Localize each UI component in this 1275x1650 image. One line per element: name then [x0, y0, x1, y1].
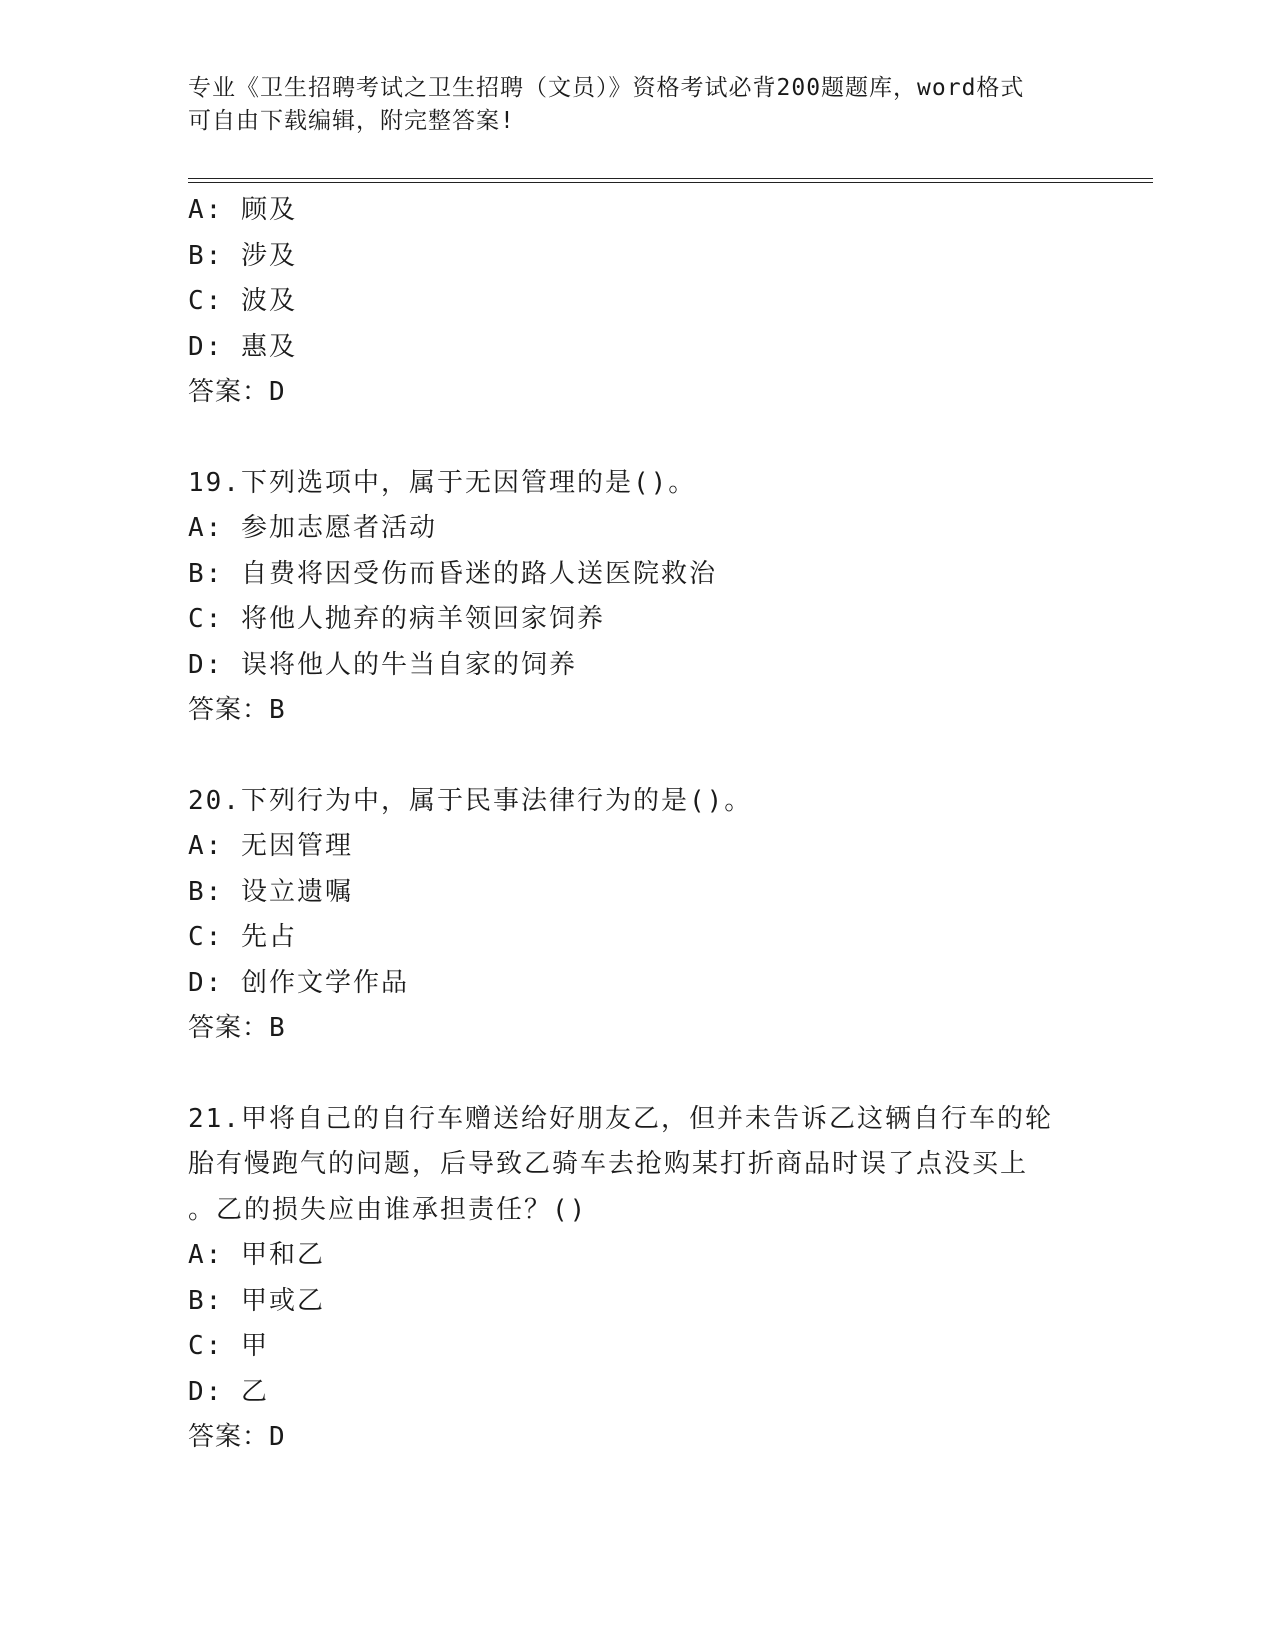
option-c: C: 将他人抛弃的病羊领回家饲养 [188, 604, 605, 634]
answer: 答案：B [188, 1013, 286, 1043]
question-text-line-1: 21.甲将自己的自行车赠送给好朋友乙，但并未告诉乙这辆自行车的轮 [188, 1103, 1053, 1134]
option-a: A: 顾及 [188, 195, 297, 225]
question-text: 19.下列选项中，属于无因管理的是()。 [188, 467, 697, 498]
header-divider-top [188, 178, 1153, 179]
question-block [188, 188, 1153, 416]
option-d: D: 乙 [188, 1376, 269, 1407]
answer: 答案：B [188, 695, 286, 725]
answer: 答案：D [188, 1422, 286, 1452]
question-list [188, 188, 1153, 1461]
answer: 答案：D [188, 377, 286, 407]
option-d: D: 误将他人的牛当自家的饲养 [188, 649, 577, 680]
option-b: B: 自费将因受伤而昏迷的路人送医院救治 [188, 558, 717, 589]
option-c: C: 甲 [188, 1331, 269, 1361]
option-a: A: 甲和乙 [188, 1240, 325, 1270]
spacer [188, 416, 1153, 461]
option-c: C: 先占 [188, 922, 297, 952]
option-c: C: 波及 [188, 286, 297, 316]
header-divider-bottom [188, 182, 1153, 183]
question-block [188, 1097, 1153, 1461]
document-header [188, 72, 1088, 138]
header-line-1: 专业《卫生招聘考试之卫生招聘（文员）》资格考试必背200题题库，word格式 [188, 75, 1025, 101]
question-block [188, 779, 1153, 1052]
spacer [188, 1052, 1153, 1097]
option-d: D: 创作文学作品 [188, 967, 409, 998]
question-text-line-2: 胎有慢跑气的问题，后导致乙骑车去抢购某打折商品时误了点没买上 [188, 1149, 1029, 1179]
option-b: B: 甲或乙 [188, 1285, 325, 1316]
option-d: D: 惠及 [188, 331, 297, 362]
option-b: B: 涉及 [188, 240, 297, 271]
header-line-2: 可自由下载编辑，附完整答案! [188, 108, 515, 134]
option-a: A: 无因管理 [188, 831, 353, 861]
question-text: 20.下列行为中，属于民事法律行为的是()。 [188, 785, 753, 816]
spacer [188, 734, 1153, 779]
option-a: A: 参加志愿者活动 [188, 513, 437, 543]
question-block [188, 461, 1153, 734]
option-b: B: 设立遗嘱 [188, 876, 353, 907]
question-text-line-3: 。乙的损失应由谁承担责任？() [188, 1194, 588, 1225]
